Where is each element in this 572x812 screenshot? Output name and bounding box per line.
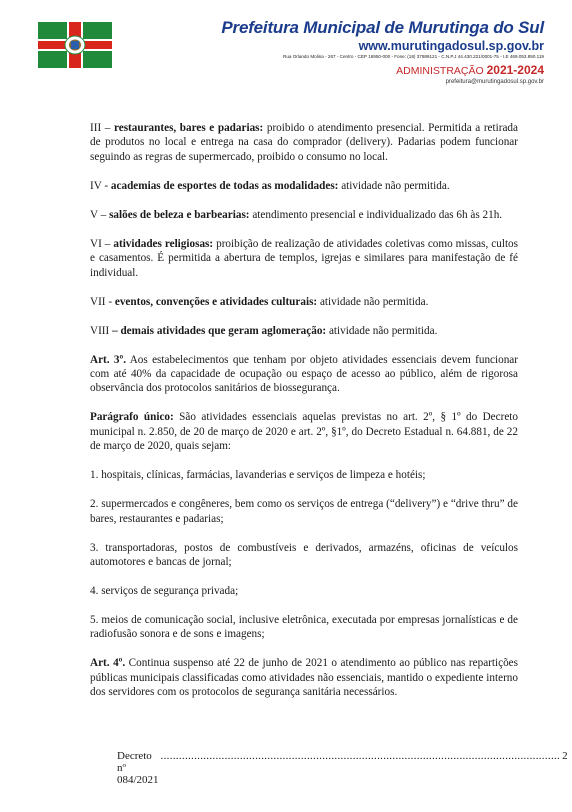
paragraph-item-viii <box>90 324 518 338</box>
item-lead: VII - <box>90 295 115 308</box>
list-item: 2. supermercados e congêneres, bem como os serviços de entrega (“delivery”) e “drive thru” de bares, restaurantes e padarias; <box>90 498 518 525</box>
item-text: atividade não permitida. <box>317 295 429 308</box>
item-lead: VIII <box>90 324 113 337</box>
item-text: atividade não permitida. <box>326 324 438 337</box>
item-title: atividades religiosas: <box>113 237 214 250</box>
org-address: Rua Orlando Molina - 267 - Centro - CEP 16950-000 - Fone: (18) 37889121 - C.N.P.J 44.430.221/0001-75 - I.E 469.053.890.119 <box>283 54 544 59</box>
item-text: atendimento presencial e individualizado das 6h às 21h. <box>249 208 503 221</box>
paragraph-item-vi <box>90 237 518 280</box>
article-title: Art. 4º. <box>90 657 126 670</box>
item-lead: IV - <box>90 179 111 192</box>
org-name: Prefeitura Municipal de Murutinga do Sul <box>221 18 544 37</box>
municipal-flag-icon <box>38 22 112 68</box>
item-lead: VI – <box>90 237 114 250</box>
item-title: eventos, convenções e atividades culturais: <box>114 295 318 308</box>
org-email[interactable]: prefeitura@murutingadosul.sp.gov.br <box>445 79 544 85</box>
list-item: 3. transportadoras, postos de combustíveis e derivados, armazéns, oficinas de veículos automotores e bancas de jornal; <box>90 541 518 569</box>
list-item: 1. hospitais, clínicas, farmácias, lavanderias e serviços de limpeza e hotéis; <box>90 469 426 482</box>
paragraph-text: São atividades essenciais aquelas previstas no art. 2º, § 1º do Decreto municipal n. 2.850, de 20 de março de 2020 e art. 2º, §1º, do Decreto Estadual n. 64.881, de 22 de março de 2020, quais sejam: <box>90 411 519 453</box>
item-text: atividade não permitida. <box>338 179 450 192</box>
item-lead: V – <box>90 208 110 221</box>
dot-leader: ................................................................................................................................... <box>160 750 561 762</box>
paragraph-item-iv <box>90 179 518 193</box>
decree-number: Decreto nº 084/2021 <box>117 750 159 786</box>
admin-label: ADMINISTRAÇÃO <box>396 65 484 77</box>
page-number: 2 <box>562 750 568 762</box>
item-text: proibição de realização de atividades coletivas como missas, cultos e casamentos. É permitida a abertura de templos, igrejas e similares para manifestação de fé individual. <box>90 237 518 279</box>
item-title: salões de beleza e barbearias: <box>109 208 250 221</box>
paragraph-item-iii <box>90 121 518 164</box>
page-footer <box>117 750 568 786</box>
article-4 <box>90 656 518 699</box>
article-3 <box>90 353 518 396</box>
administration-label <box>396 63 544 77</box>
article-text: Aos estabelecimentos que tenham por objeto atividades essenciais devem funcionar com até 40% da capacidade de ocupação ou espaço de acesso ao público, além de rigorosa observância dos protocolos sanitários de biossegurança. <box>90 353 518 395</box>
document-body <box>90 121 518 714</box>
paragraph-title: Parágrafo único: <box>90 411 174 424</box>
website-link[interactable]: www.murutingadosul.sp.gov.br <box>358 39 544 53</box>
paragraph-item-vii <box>90 295 518 309</box>
item-title: restaurantes, bares e padarias: <box>113 122 264 134</box>
item-title: academias de esportes de todas as modalidades: <box>110 179 339 192</box>
article-title: Art. 3º. <box>90 353 126 366</box>
list-item: 5. meios de comunicação social, inclusive eletrônica, executada por empresas jornalísticas e de radiofusão sonora e de sons e imagens; <box>90 614 518 641</box>
list-item: 4. serviços de segurança privada; <box>90 585 239 598</box>
letterhead <box>0 0 572 100</box>
item-title: – demais atividades que geram aglomeração: <box>112 324 327 337</box>
item-text: proibido o atendimento presencial. Permitida a retirada de produtos no local e entrega na casa do comprador (delivery). Padarias podem funcionar seguindo as regras de supermercado, proibido o consumo no local. <box>90 122 518 163</box>
paragraph-item-v <box>90 208 518 222</box>
sole-paragraph <box>90 410 518 453</box>
item-lead: III – <box>90 122 114 134</box>
admin-years: 2021-2024 <box>486 63 544 77</box>
article-text: Continua suspenso até 22 de junho de 2021 o atendimento ao público nas repartições públicas municipais classificadas como atividades não essenciais, mantido o expediente interno dos servidores com os protocolos de segurança sanitária necessários. <box>90 657 518 699</box>
